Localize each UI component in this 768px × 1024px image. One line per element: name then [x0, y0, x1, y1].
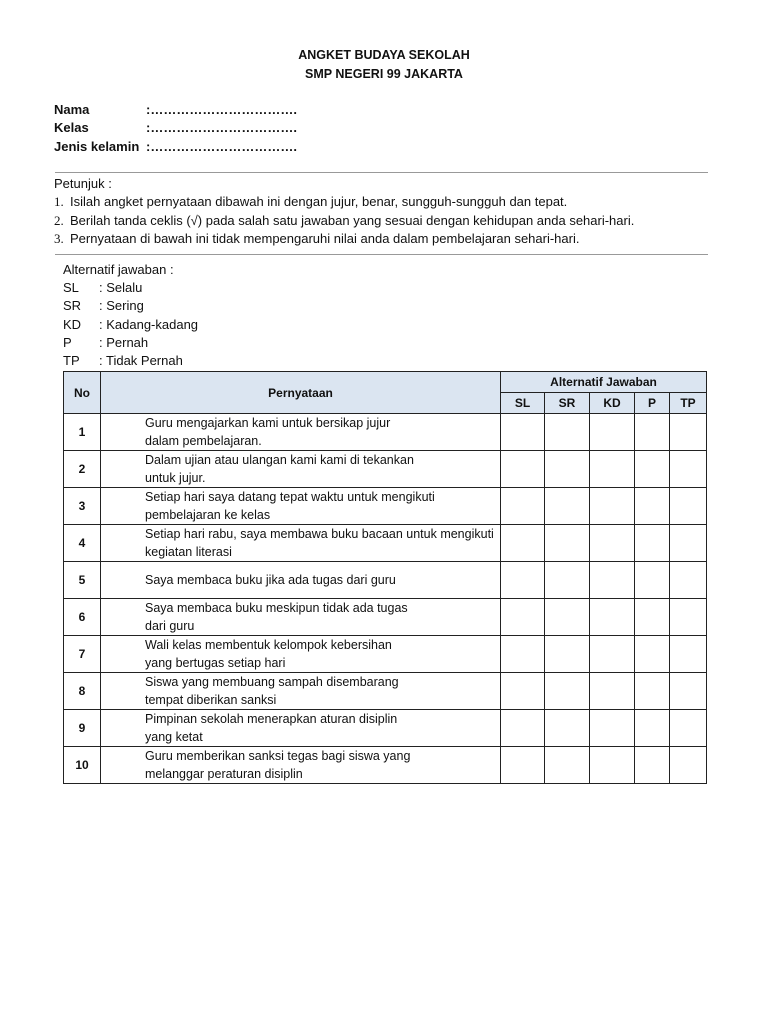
answer-cell-kd[interactable] [590, 673, 635, 710]
instruction-text: Pernyataan di bawah ini tidak mempengaruhi nilai anda dalam pembelajaran sehari-hari. [70, 231, 580, 246]
table-row [64, 673, 707, 710]
statement-line: kegiatan literasi [145, 545, 232, 559]
identity-blank: :……………………………. [146, 102, 297, 117]
answer-cell-p[interactable] [635, 488, 670, 525]
identity-row-jenis-kelamin [54, 139, 297, 154]
header-option-sl: SL [501, 393, 545, 414]
answer-cell-sl[interactable] [501, 451, 545, 488]
answer-cell-p[interactable] [635, 747, 670, 784]
statement-line: Saya membaca buku jika ada tugas dari guru [145, 573, 396, 587]
statement-line: dalam pembelajaran. [145, 434, 262, 448]
alternative-item [63, 317, 198, 332]
statement-line: yang bertugas setiap hari [145, 656, 286, 670]
header-option-p: P [635, 393, 670, 414]
instruction-item [54, 231, 579, 247]
answer-cell-sl[interactable] [501, 710, 545, 747]
answer-cell-tp[interactable] [670, 488, 707, 525]
row-number: 2 [64, 451, 101, 488]
table-row [64, 451, 707, 488]
identity-label: Nama [54, 102, 90, 117]
row-number: 1 [64, 414, 101, 451]
answer-cell-tp[interactable] [670, 525, 707, 562]
statement-line: Saya membaca buku meskipun tidak ada tugas [145, 601, 408, 615]
answer-cell-sr[interactable] [545, 599, 590, 636]
instruction-number: 2. [54, 213, 64, 228]
instructions-heading: Petunjuk : [54, 176, 112, 191]
header-no: No [64, 372, 101, 414]
alternative-item [63, 353, 183, 368]
answer-cell-kd[interactable] [590, 451, 635, 488]
answer-cell-sr[interactable] [545, 488, 590, 525]
statement-line: untuk jujur. [145, 471, 206, 485]
statement-line: Guru mengajarkan kami untuk bersikap jujur [145, 416, 391, 430]
statement-line: tempat diberikan sanksi [145, 693, 277, 707]
table-row [64, 599, 707, 636]
header-option-tp: TP [670, 393, 707, 414]
answer-cell-tp[interactable] [670, 747, 707, 784]
answer-cell-tp[interactable] [670, 599, 707, 636]
instruction-text: Isilah angket pernyataan dibawah ini dengan jujur, benar, sungguh-sungguh dan tepat. [70, 194, 568, 209]
document-title: ANGKET BUDAYA SEKOLAH [298, 48, 470, 62]
answer-cell-p[interactable] [635, 525, 670, 562]
identity-blank: :……………………………. [146, 120, 297, 135]
answer-cell-tp[interactable] [670, 562, 707, 599]
table-row [64, 525, 707, 562]
instruction-number: 1. [54, 194, 64, 209]
alternative-desc: : Sering [99, 298, 144, 313]
answer-cell-tp[interactable] [670, 636, 707, 673]
answer-cell-kd[interactable] [590, 562, 635, 599]
statement-line: dari guru [145, 619, 195, 633]
statement-line: Setiap hari rabu, saya membawa buku bacaan untuk mengikuti [145, 527, 494, 541]
instruction-item [54, 213, 634, 229]
statement-line: Guru memberikan sanksi tegas bagi siswa yang [145, 749, 411, 763]
answer-cell-p[interactable] [635, 451, 670, 488]
statement-line: yang ketat [145, 730, 203, 744]
header-answer-group: Alternatif Jawaban [501, 372, 707, 393]
row-number: 7 [64, 636, 101, 673]
alternative-code: SR [63, 298, 82, 313]
answer-cell-sr[interactable] [545, 562, 590, 599]
answer-cell-kd[interactable] [590, 414, 635, 451]
answer-cell-sr[interactable] [545, 673, 590, 710]
table-row [64, 747, 707, 784]
school-name: SMP NEGERI 99 JAKARTA [305, 67, 463, 81]
row-statement [101, 562, 501, 599]
identity-blank: :……………………………. [146, 139, 297, 154]
answer-cell-sl[interactable] [501, 525, 545, 562]
row-statement [101, 488, 501, 525]
alternative-code: SL [63, 280, 79, 295]
answer-cell-tp[interactable] [670, 414, 707, 451]
row-number: 8 [64, 673, 101, 710]
identity-row-nama [54, 102, 297, 117]
answer-cell-p[interactable] [635, 710, 670, 747]
row-statement [101, 710, 501, 747]
answer-cell-sl[interactable] [501, 562, 545, 599]
statement-line: Siswa yang membuang sampah disembarang [145, 675, 399, 689]
alternative-item [63, 298, 144, 313]
identity-row-kelas [54, 120, 297, 135]
statement-line: pembelajaran ke kelas [145, 508, 271, 522]
row-number: 6 [64, 599, 101, 636]
answer-cell-p[interactable] [635, 414, 670, 451]
answer-cell-sl[interactable] [501, 673, 545, 710]
row-statement [101, 451, 501, 488]
row-number: 3 [64, 488, 101, 525]
row-statement [101, 414, 501, 451]
divider-top [55, 172, 708, 173]
answer-cell-kd[interactable] [590, 599, 635, 636]
answer-cell-sl[interactable] [501, 599, 545, 636]
row-number: 5 [64, 562, 101, 599]
alternative-code: TP [63, 353, 80, 368]
row-number: 4 [64, 525, 101, 562]
identity-label: Jenis kelamin [54, 139, 140, 154]
answer-cell-sr[interactable] [545, 525, 590, 562]
answer-cell-sr[interactable] [545, 747, 590, 784]
answer-cell-tp[interactable] [670, 673, 707, 710]
answer-cell-tp[interactable] [670, 451, 707, 488]
table-row [64, 562, 707, 599]
header-option-sr: SR [545, 393, 590, 414]
alternative-desc: : Selalu [99, 280, 143, 295]
identity-label: Kelas [54, 120, 89, 135]
answer-cell-p[interactable] [635, 636, 670, 673]
alternative-item [63, 335, 148, 350]
alternative-desc: : Tidak Pernah [99, 353, 183, 368]
answer-cell-kd[interactable] [590, 710, 635, 747]
header-statement: Pernyataan [101, 372, 501, 414]
alternatives-heading: Alternatif jawaban : [63, 262, 174, 277]
header-option-kd: KD [590, 393, 635, 414]
answer-cell-sl[interactable] [501, 747, 545, 784]
statement-line: Setiap hari saya datang tepat waktu untuk mengikuti [145, 490, 435, 504]
row-statement [101, 599, 501, 636]
row-statement [101, 747, 501, 784]
alternative-desc: : Pernah [99, 335, 149, 350]
answer-cell-tp[interactable] [670, 710, 707, 747]
instruction-text: Berilah tanda ceklis (√) pada salah satu jawaban yang sesuai dengan kehidupan anda sehari-hari. [70, 213, 635, 228]
statement-line: Pimpinan sekolah menerapkan aturan disiplin [145, 712, 398, 726]
row-number: 9 [64, 710, 101, 747]
answer-cell-sl[interactable] [501, 488, 545, 525]
table-row [64, 414, 707, 451]
alternative-code: KD [63, 317, 82, 332]
answer-cell-kd[interactable] [590, 488, 635, 525]
answer-cell-p[interactable] [635, 562, 670, 599]
answer-cell-sr[interactable] [545, 451, 590, 488]
questionnaire-table [63, 371, 707, 784]
answer-cell-kd[interactable] [590, 636, 635, 673]
answer-cell-kd[interactable] [590, 525, 635, 562]
answer-cell-sr[interactable] [545, 414, 590, 451]
divider-bottom [55, 254, 708, 255]
answer-cell-kd[interactable] [590, 747, 635, 784]
answer-cell-sr[interactable] [545, 636, 590, 673]
answer-cell-p[interactable] [635, 673, 670, 710]
answer-cell-sr[interactable] [545, 710, 590, 747]
alternative-item [63, 280, 142, 295]
row-statement [101, 636, 501, 673]
table-row [64, 710, 707, 747]
row-number: 10 [64, 747, 101, 784]
statement-line: melanggar peraturan disiplin [145, 767, 303, 781]
statement-line: Dalam ujian atau ulangan kami kami di tekankan [145, 453, 414, 467]
instruction-number: 3. [54, 231, 64, 246]
table-row [64, 488, 707, 525]
table-row [64, 636, 707, 673]
instruction-item [54, 194, 567, 210]
answer-cell-sl[interactable] [501, 636, 545, 673]
statement-line: Wali kelas membentuk kelompok kebersihan [145, 638, 392, 652]
alternative-desc: : Kadang-kadang [99, 317, 199, 332]
alternative-code: P [63, 335, 72, 350]
answer-cell-p[interactable] [635, 599, 670, 636]
answer-cell-sl[interactable] [501, 414, 545, 451]
row-statement [101, 673, 501, 710]
row-statement [101, 525, 501, 562]
